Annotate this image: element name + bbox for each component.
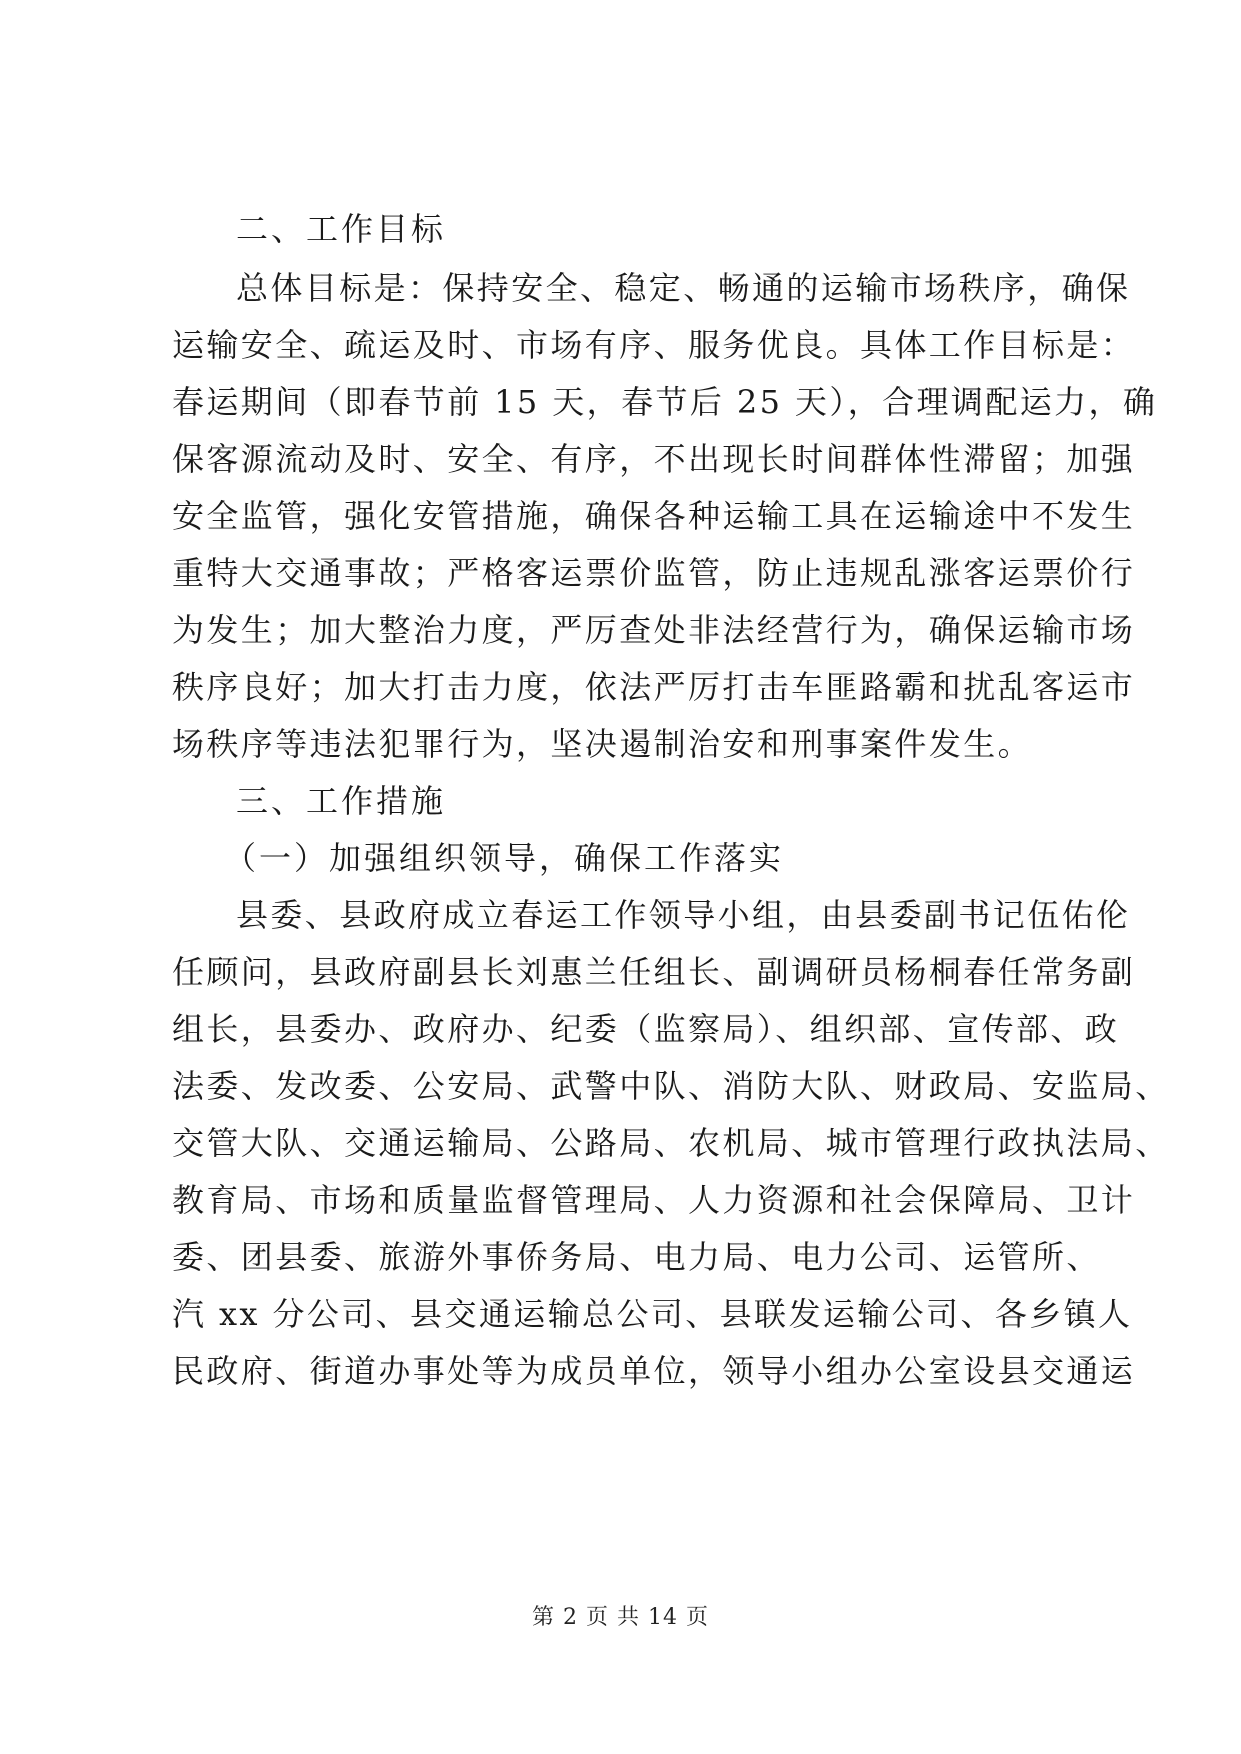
subsection-heading: （一）加强组织领导，确保工作落实: [224, 839, 785, 877]
paragraph-line: 保客源流动及时、安全、有序，不出现长时间群体性滞留；加强: [172, 440, 1136, 478]
paragraph-line: 任顾问，县政府副县长刘惠兰任组长、副调研员杨桐春任常务副: [172, 953, 1136, 991]
paragraph-line: 交管大队、交通运输局、公路局、农机局、城市管理行政执法局、: [172, 1124, 1170, 1162]
section-heading: 二、工作目标: [236, 210, 447, 248]
paragraph-line: 教育局、市场和质量监督管理局、人力资源和社会保障局、卫计: [172, 1181, 1136, 1219]
paragraph-line: 秩序良好；加大打击力度，依法严厉打击车匪路霸和扰乱客运市: [172, 668, 1136, 706]
paragraph-line: 运输安全、疏运及时、市场有序、服务优良。具体工作目标是：: [172, 326, 1136, 364]
paragraph-line: 民政府、街道办事处等为成员单位，领导小组办公室设县交通运: [172, 1352, 1136, 1390]
paragraph-line: 汽 xx 分公司、县交通运输总公司、县联发运输公司、各乡镇人: [172, 1295, 1133, 1333]
paragraph-line: 县委、县政府成立春运工作领导小组，由县委副书记伍佑伦: [236, 896, 1131, 934]
paragraph-line: 安全监管，强化安管措施，确保各种运输工具在运输途中不发生: [172, 497, 1136, 535]
section-heading: 三、工作措施: [236, 782, 447, 820]
paragraph-line: 总体目标是：保持安全、稳定、畅通的运输市场秩序，确保: [236, 269, 1131, 307]
paragraph-line: 委、团县委、旅游外事侨务局、电力局、电力公司、运管所、: [172, 1238, 1101, 1276]
paragraph-line: 为发生；加大整治力度，严厉查处非法经营行为，确保运输市场: [172, 611, 1136, 649]
paragraph-line: 场秩序等违法犯罪行为，坚决遏制治安和刑事案件发生。: [172, 725, 1033, 763]
paragraph-line: 组长，县委办、政府办、纪委（监察局）、组织部、宣传部、政: [172, 1010, 1120, 1048]
paragraph-line: 重特大交通事故；严格客运票价监管，防止违规乱涨客运票价行: [172, 554, 1136, 592]
page-number-footer: 第 2 页 共 14 页: [532, 1605, 709, 1630]
paragraph-line: 法委、发改委、公安局、武警中队、消防大队、财政局、安监局、: [172, 1067, 1170, 1105]
paragraph-line: 春运期间（即春节前 15 天，春节后 25 天），合理调配运力，确: [172, 383, 1158, 421]
